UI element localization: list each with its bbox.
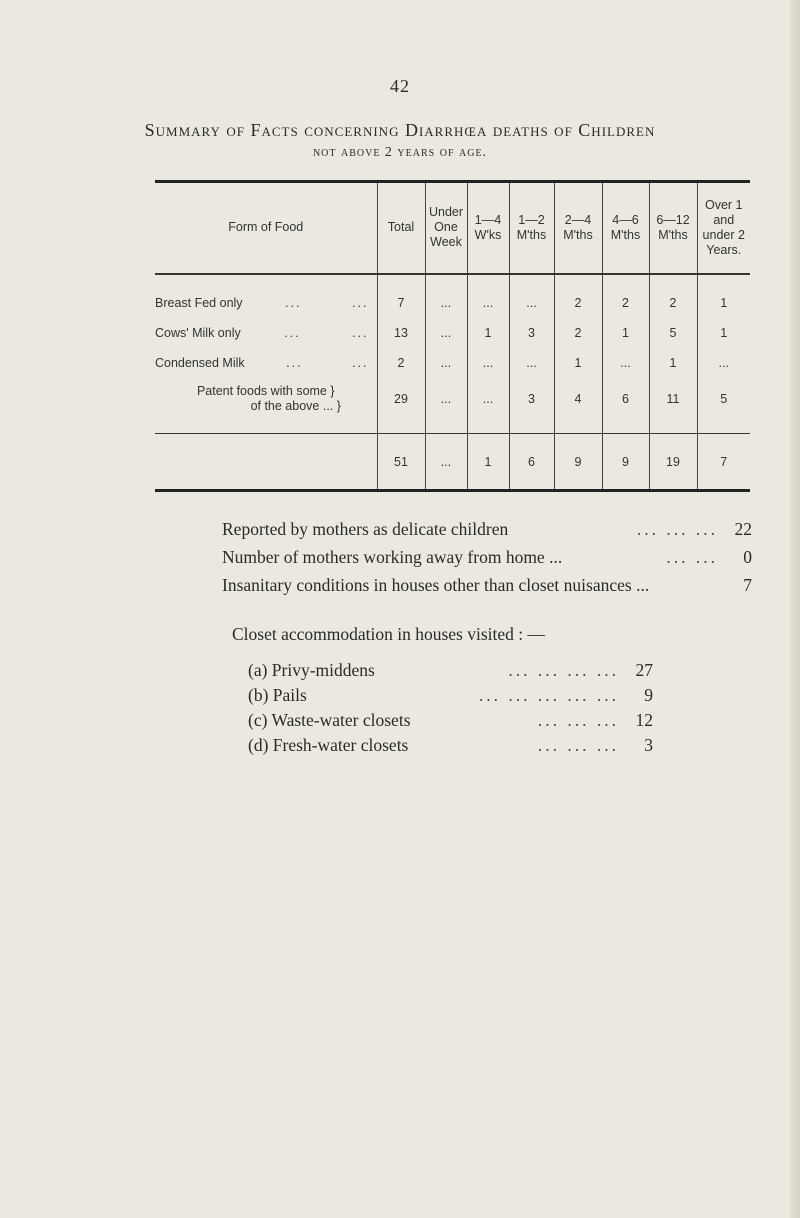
table-cell: 13 [377, 318, 425, 348]
row-label: Condensed Milk ... ... [155, 355, 369, 370]
table-cell: 5 [697, 378, 750, 420]
table-cell: 1 [649, 348, 697, 378]
column-header: 1—4 W'ks [467, 182, 509, 274]
closet-list [248, 658, 653, 758]
table-cell: ... [425, 378, 467, 420]
table-cell: ... [467, 348, 509, 378]
table-cell: ... [697, 348, 750, 378]
column-header: Form of Food [155, 182, 377, 274]
table-cell: ... [467, 378, 509, 420]
diarrhoea-table [155, 180, 750, 492]
page-number: 42 [390, 76, 410, 96]
table-cell: 2 [602, 288, 649, 318]
closet-item: (d) Fresh-water closets ... ... ... 3 [248, 735, 653, 755]
total-cell: 19 [649, 434, 697, 491]
table-cell: 2 [649, 288, 697, 318]
closet-item: (c) Waste-water closets ... ... ... 12 [248, 710, 653, 730]
table-cell: 3 [509, 318, 554, 348]
table-cell: 1 [602, 318, 649, 348]
closet-item: (a) Privy-middens ... ... ... ... 27 [248, 660, 653, 680]
total-cell: ... [425, 434, 467, 491]
total-cell: 9 [554, 434, 602, 491]
row-label: Patent foods with some } of the above ... } [196, 383, 341, 413]
table-row [155, 378, 750, 420]
table-cell: 1 [554, 348, 602, 378]
table-cell: 1 [467, 318, 509, 348]
table-row [155, 318, 750, 348]
table-cell: ... [425, 318, 467, 348]
table-cell: ... [602, 348, 649, 378]
total-cell: 6 [509, 434, 554, 491]
column-header: Under One Week [425, 182, 467, 274]
page-subtitle: not above 2 years of age. [312, 145, 488, 160]
totals-label [155, 434, 377, 491]
total-cell: 7 [697, 434, 750, 491]
row-label: Breast Fed only ... ... [155, 295, 369, 310]
table-cell: 1 [697, 318, 750, 348]
table-cell: 11 [649, 378, 697, 420]
page-edge [790, 0, 800, 1218]
table-header-row [155, 182, 750, 274]
table-cell: ... [509, 348, 554, 378]
table-row [155, 348, 750, 378]
summary-list [222, 515, 752, 599]
column-header: Over 1 and under 2 Years. [697, 182, 750, 274]
total-cell: 51 [377, 434, 425, 491]
column-header: 4—6 M'ths [602, 182, 649, 274]
closet-heading: Closet accommodation in houses visited : — [232, 624, 546, 644]
totals-row [155, 434, 750, 491]
column-header: 6—12 M'ths [649, 182, 697, 274]
table-cell: ... [425, 288, 467, 318]
table-row [155, 288, 750, 318]
table-cell: 29 [377, 378, 425, 420]
total-cell: 1 [467, 434, 509, 491]
summary-item: Reported by mothers as delicate children ... ... ... 22 [222, 518, 752, 539]
total-cell: 9 [602, 434, 649, 491]
column-header: Total [377, 182, 425, 274]
page-title: Summary of Facts concerning Diarrhœa deaths of Children [144, 120, 656, 140]
row-label: Cows' Milk only ... ... [155, 325, 369, 340]
table-cell: 5 [649, 318, 697, 348]
summary-item: Number of mothers working away from home ... ... ... 0 [222, 546, 752, 567]
table-cell: ... [467, 288, 509, 318]
column-header: 2—4 M'ths [554, 182, 602, 274]
table-cell: 7 [377, 288, 425, 318]
table-cell: 4 [554, 378, 602, 420]
table-cell: 2 [554, 318, 602, 348]
table-cell: ... [509, 288, 554, 318]
table-cell: 1 [697, 288, 750, 318]
table-cell: 2 [554, 288, 602, 318]
table-cell: 6 [602, 378, 649, 420]
summary-item: Insanitary conditions in houses other than closet nuisances ... 7 [222, 574, 752, 595]
table-cell: ... [425, 348, 467, 378]
table-cell: 2 [377, 348, 425, 378]
closet-item: (b) Pails ... ... ... ... ... 9 [248, 685, 653, 705]
table-cell: 3 [509, 378, 554, 420]
column-header: 1—2 M'ths [509, 182, 554, 274]
